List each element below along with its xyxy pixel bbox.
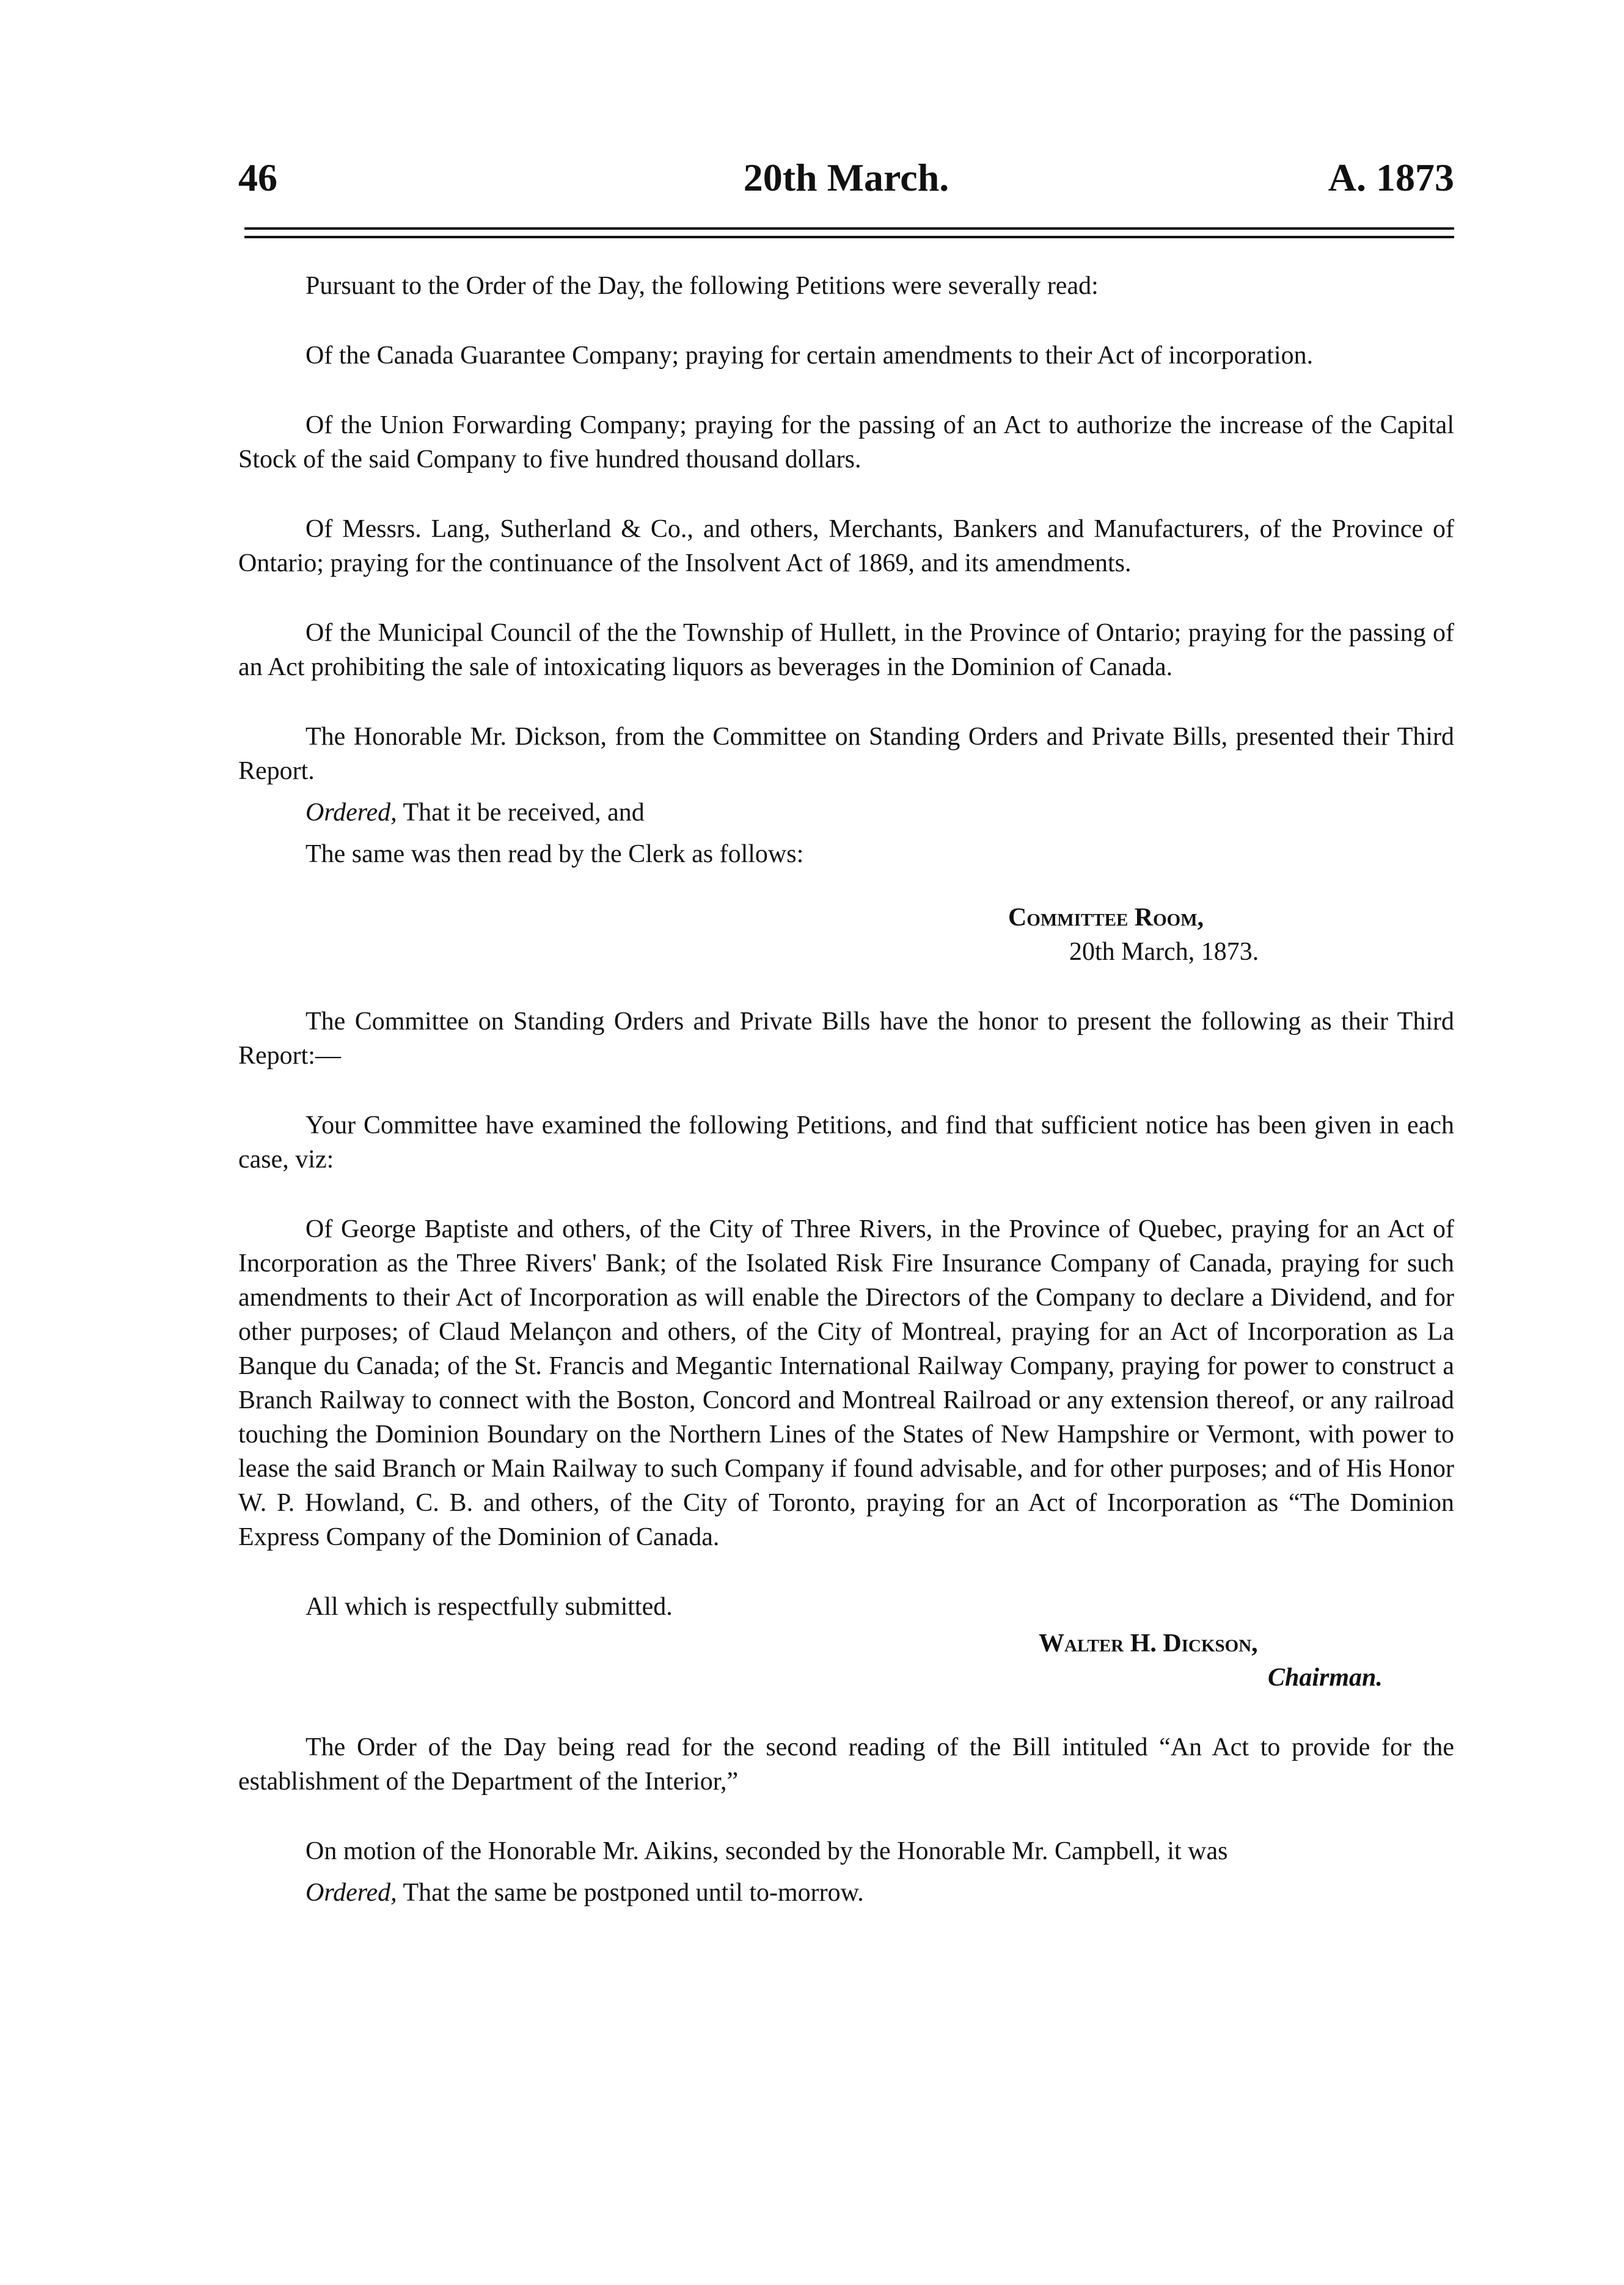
ordered-label-2: Ordered, xyxy=(305,1879,397,1907)
ordered-text: That it be received, and xyxy=(403,799,645,827)
page-body xyxy=(238,269,1454,1910)
paragraph-submitted: All which is respectfully submitted. xyxy=(305,1593,673,1621)
paragraph-dickson-report: The Honorable Mr. Dickson, from the Committee on Standing Orders and Private Bills, presented their Third Report. xyxy=(238,723,1454,785)
committee-room-date: 20th March, 1873. xyxy=(1069,938,1259,966)
paragraph-second-reading: The Order of the Day being read for the second reading of the Bill intituled “An Act to provide for the establishment of the Department of the Interior,” xyxy=(238,1733,1454,1796)
header-year: A. 1873 xyxy=(1328,156,1454,199)
header-rule-top xyxy=(244,227,1454,230)
signature-name: Walter H. Dickson, xyxy=(1039,1629,1258,1658)
signature-title: Chairman. xyxy=(1268,1664,1383,1692)
page-number: 46 xyxy=(238,156,277,199)
paragraph-motion-aikins: On motion of the Honorable Mr. Aikins, seconded by the Honorable Mr. Campbell, it was xyxy=(305,1837,1228,1865)
paragraph-petitions-list: Of George Baptiste and others, of the City of Three Rivers, in the Province of Quebec, praying for an Act of Incorporation as the Three Rivers' Bank; of the Isolated Risk Fire Insurance Company of Canada, praying for such amendments to their Act of Incorporation as will enable the Directors of the Company to declare a Dividend, and for other purposes; of Claud Melançon and others, of the City of Montreal, praying for an Act of Incorporation as La Banque du Canada; of the St. Francis and Megantic International Railway Company, praying for power to construct a Branch Railway to connect with the Boston, Concord and Montreal Railroad or any extension thereof, or any railroad touching the Dominion Boundary on the Northern Lines of the States of New Hampshire or Vermont, with power to lease the said Branch or Main Railway to such Company if found advisable, and for other purposes; and of His Honor W. P. Howland, C. B. and others, of the City of Toronto, praying for an Act of Incorporation as “The Dominion Express Company of the Dominion of Canada. xyxy=(238,1215,1454,1551)
paragraph-petition-lang-sutherland: Of Messrs. Lang, Sutherland & Co., and others, Merchants, Bankers and Manufacturers, of the Province of Ontario; praying for the continuance of the Insolvent Act of 1869, and its amendments. xyxy=(238,515,1454,577)
paragraph-third-report-intro: The Committee on Standing Orders and Private Bills have the honor to present the following as their Third Report:— xyxy=(238,1007,1454,1070)
paragraph-committee-examined: Your Committee have examined the following Petitions, and find that sufficient notice has been given in each case, viz: xyxy=(238,1111,1454,1174)
paragraph-order-of-day: Pursuant to the Order of the Day, the following Petitions were severally read: xyxy=(305,272,1099,300)
header-date: 20th March. xyxy=(743,156,949,199)
paragraph-ordered-received xyxy=(238,795,1454,830)
paragraph-petition-hullett: Of the Municipal Council of the the Township of Hullett, in the Province of Ontario; praying for the passing of an Act prohibiting the sale of intoxicating liquors as beverages in the Dominion of Canada. xyxy=(238,619,1454,681)
paragraph-petition-canada-guarantee: Of the Canada Guarantee Company; praying for certain amendments to their Act of incorporation. xyxy=(305,342,1314,370)
header-rule-bottom xyxy=(244,236,1454,238)
committee-room-label: Committee Room, xyxy=(1008,904,1204,932)
signature-block xyxy=(238,1626,1454,1695)
page-header xyxy=(238,150,1454,205)
ordered-label: Ordered, xyxy=(305,799,397,827)
paragraph-ordered-postponed xyxy=(238,1876,1454,1910)
ordered-text-2: That the same be postponed until to-morrow. xyxy=(403,1879,864,1907)
paragraph-petition-union-forwarding: Of the Union Forwarding Company; praying for the passing of an Act to authorize the increase of the Capital Stock of the said Company to five hundred thousand dollars. xyxy=(238,411,1454,473)
paragraph-read-by-clerk: The same was then read by the Clerk as follows: xyxy=(305,840,804,868)
committee-room-block xyxy=(238,901,1454,969)
